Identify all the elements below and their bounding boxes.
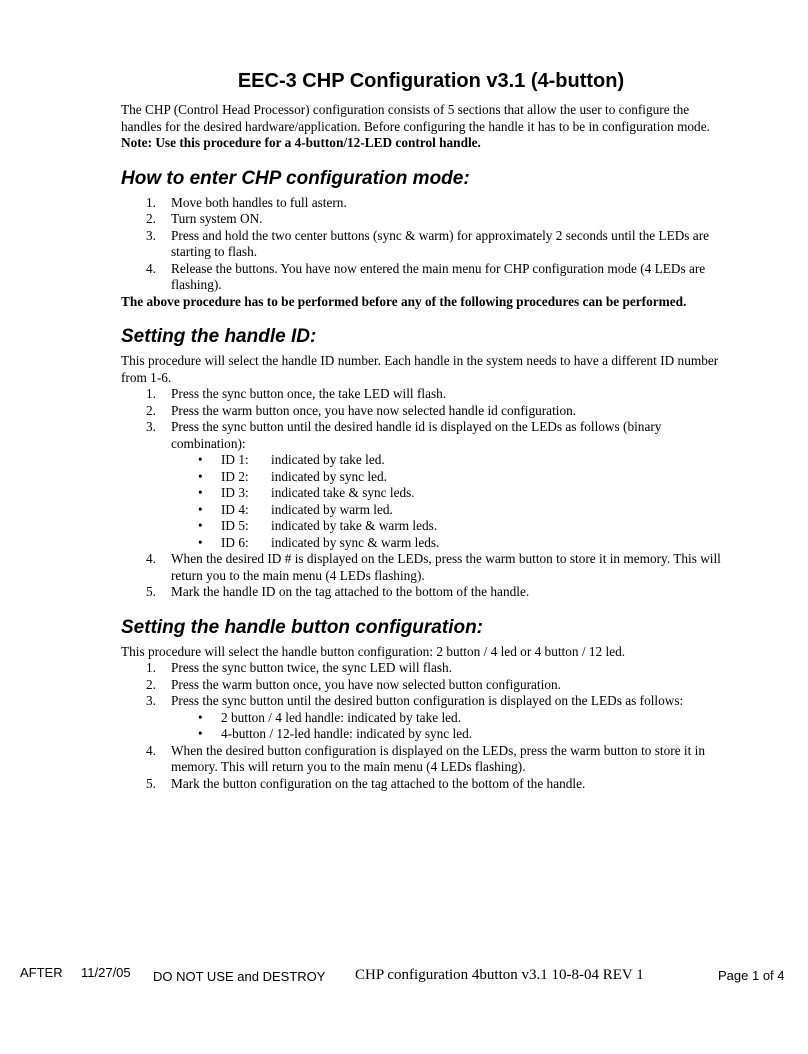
step-text: Turn system ON.	[171, 211, 263, 226]
id-label: ID 5:	[221, 518, 249, 533]
step-number: 2.	[146, 402, 156, 418]
step-text: Press the sync button until the desired handle id is displayed on the LEDs as follows (binary combination):	[171, 419, 662, 451]
document-title: EEC-3 CHP Configuration v3.1 (4-button)	[237, 70, 625, 92]
step-text: Press the sync button once, the take LED will flash.	[171, 386, 447, 401]
step-text: Press the sync button until the desired button configuration is displayed on the LEDs as follows:	[171, 693, 684, 708]
step-number: 1.	[146, 386, 156, 401]
id-label: ID 2:	[221, 468, 249, 484]
list-item	[121, 195, 721, 212]
step-number: 3.	[146, 419, 156, 434]
intro-note: Note: Use this procedure for a 4-button/12-LED control handle.	[121, 135, 481, 150]
step-text: When the desired button configuration is displayed on the LEDs, press the warm button to store it in memory. This will return you to the main menu (4 LEDs flashing).	[171, 742, 705, 774]
handle-id-list	[121, 452, 721, 551]
bullet-text: 2 button / 4 led handle: indicated by take led.	[221, 709, 462, 725]
step-number: 4.	[146, 260, 156, 276]
step-text: Press and hold the two center buttons (sync & warm) for approximately 2 seconds until the LEDs are starting to flash.	[171, 227, 710, 259]
step-number: 1.	[146, 660, 156, 675]
handle-id-intro: This procedure will select the handle ID number. Each handle in the system needs to have a different ID number from 1-6.	[121, 353, 719, 385]
bullet-icon: •	[198, 726, 203, 741]
list-item	[121, 551, 721, 584]
button-config-steps	[121, 660, 721, 710]
list-item	[121, 776, 721, 793]
page-footer	[20, 965, 805, 987]
intro-text: The CHP (Control Head Processor) configuration consists of 5 sections that allow the user to configure the handles for the desired hardware/application. Before configuring the handle it has to be in configuration mode.	[121, 102, 710, 134]
list-item	[121, 502, 721, 519]
button-config-intro: This procedure will select the handle button configuration: 2 button / 4 led or 4 button / 12 led.	[121, 643, 626, 659]
step-number: 1.	[146, 194, 156, 210]
bullet-icon: •	[198, 468, 203, 484]
list-item	[121, 677, 721, 694]
bullet-icon: •	[198, 518, 203, 533]
footer-after: AFTER	[20, 965, 63, 980]
step-text: Mark the handle ID on the tag attached to the bottom of the handle.	[171, 584, 530, 599]
config-mode-note: The above procedure has to be performed before any of the following procedures can be performed.	[121, 293, 687, 309]
id-text: indicated by take & warm leds.	[271, 518, 438, 533]
list-item	[121, 743, 721, 776]
document-body	[121, 68, 721, 792]
button-config-list	[121, 710, 721, 743]
list-item	[121, 726, 721, 743]
step-number: 4.	[146, 551, 156, 566]
step-number: 4.	[146, 742, 156, 758]
list-item	[121, 452, 721, 469]
config-mode-steps	[121, 195, 721, 294]
list-item	[121, 211, 721, 228]
list-item	[121, 518, 721, 535]
step-number: 3.	[146, 227, 156, 243]
list-item	[121, 469, 721, 486]
bullet-icon: •	[198, 709, 203, 725]
list-item	[121, 419, 721, 452]
section-heading-button-config: Setting the handle button configuration:	[121, 616, 484, 638]
footer-date: 11/27/05	[81, 965, 131, 980]
footer-doc-id: CHP configuration 4button v3.1 10-8-04 REV 1	[355, 967, 644, 983]
list-item	[121, 693, 721, 710]
id-label: ID 3:	[221, 485, 249, 500]
list-item	[121, 710, 721, 727]
id-label: ID 1:	[221, 452, 249, 467]
handle-id-steps-after	[121, 551, 721, 601]
list-item	[121, 261, 721, 294]
bullet-icon: •	[198, 452, 203, 467]
id-text: indicated by take led.	[271, 452, 385, 467]
section-heading-handle-id: Setting the handle ID:	[121, 326, 317, 347]
bullet-text: 4-button / 12-led handle: indicated by sync led.	[221, 726, 473, 741]
id-label: ID 4:	[221, 501, 249, 517]
id-text: indicated by sync led.	[271, 468, 387, 484]
section-heading-config-mode: How to enter CHP configuration mode:	[121, 167, 470, 189]
bullet-icon: •	[198, 501, 203, 517]
id-label: ID 6:	[221, 534, 249, 550]
footer-page-number: Page 1 of 4	[718, 968, 785, 983]
list-item	[121, 584, 721, 601]
footer-warning: DO NOT USE and DESTROY	[153, 969, 326, 984]
step-number: 3.	[146, 693, 156, 708]
bullet-icon: •	[198, 534, 203, 550]
list-item	[121, 660, 721, 677]
step-text: Press the warm button once, you have now selected button configuration.	[171, 676, 561, 692]
list-item	[121, 403, 721, 420]
intro-paragraph	[121, 102, 721, 152]
step-number: 2.	[146, 676, 156, 692]
id-text: indicated by warm led.	[271, 501, 393, 517]
button-config-steps-after	[121, 743, 721, 793]
list-item	[121, 228, 721, 261]
step-number: 5.	[146, 584, 156, 599]
list-item	[121, 535, 721, 552]
step-text: Move both handles to full astern.	[171, 194, 347, 210]
step-text: Release the buttons. You have now entered the main menu for CHP configuration mode (4 LEDs are flashing).	[171, 260, 706, 292]
step-text: Press the warm button once, you have now selected handle id configuration.	[171, 402, 577, 418]
step-number: 5.	[146, 775, 156, 791]
step-text: Mark the button configuration on the tag attached to the bottom of the handle.	[171, 775, 586, 791]
id-text: indicated take & sync leds.	[271, 485, 415, 500]
step-text: Press the sync button twice, the sync LED will flash.	[171, 660, 453, 675]
step-number: 2.	[146, 211, 156, 226]
id-text: indicated by sync & warm leds.	[271, 534, 440, 550]
handle-id-steps	[121, 386, 721, 452]
bullet-icon: •	[198, 485, 203, 500]
list-item	[121, 386, 721, 403]
list-item	[121, 485, 721, 502]
step-text: When the desired ID # is displayed on the LEDs, press the warm button to store it in memory. This will return you to the main menu (4 LEDs flashing).	[171, 551, 721, 583]
